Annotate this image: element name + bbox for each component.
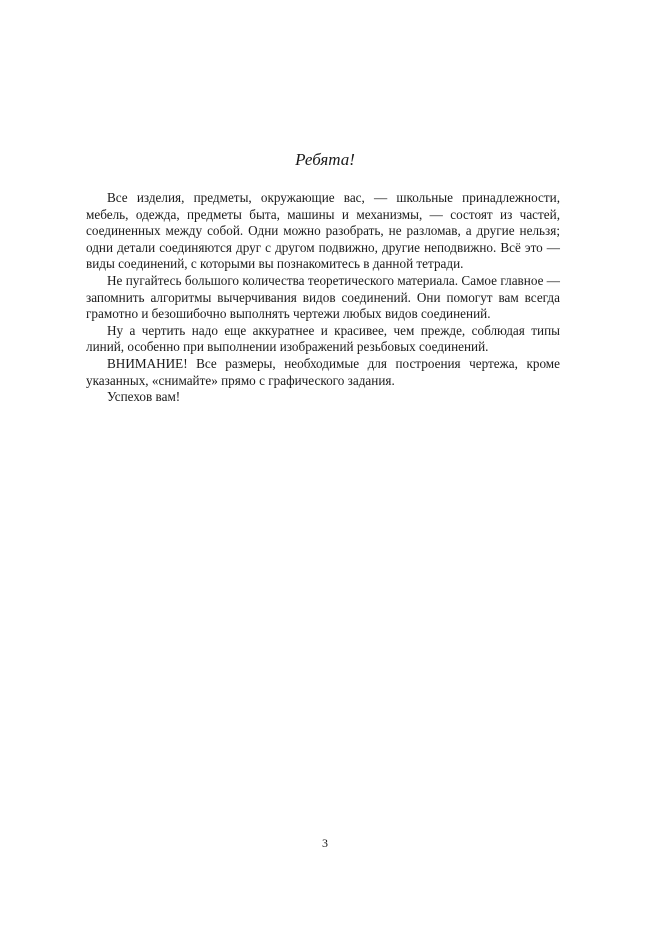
paragraph-closing: Успехов вам! (107, 389, 181, 405)
body-text (86, 190, 560, 406)
page-title: Ребята! (295, 150, 355, 169)
page-number: 3 (322, 836, 328, 850)
paragraph-attention: ВНИМАНИЕ! Все размеры, необходимые для построения чертежа, кроме указанных, «снимайте» прямо с графического задания. (86, 355, 560, 388)
paragraph-intro: Все изделия, предметы, окружающие вас, — школьные принадлежности, мебель, одежда, предметы быта, машины и механизмы, — состоят из частей, соединенных между собой. Одни можно разобрать, не разломав, а другие нельзя; одни детали соединяются друг с другом подвижно, другие неподвижно. Всё это — виды соединений, с которыми вы познакомитесь в данной тетради. (86, 190, 560, 272)
paragraph-theory: Не пугайтесь большого количества теоретического материала. Самое главное — запомнить алгоритмы вычерчивания видов соединений. Они помогут вам всегда грамотно и безошибочно выполнять чертежи любых видов соединений. (86, 272, 560, 322)
paragraph-drawing: Ну а чертить надо еще аккуратнее и красивее, чем прежде, соблюдая типы линий, особенно при выполнении изображений резьбовых соединений. (86, 322, 560, 355)
